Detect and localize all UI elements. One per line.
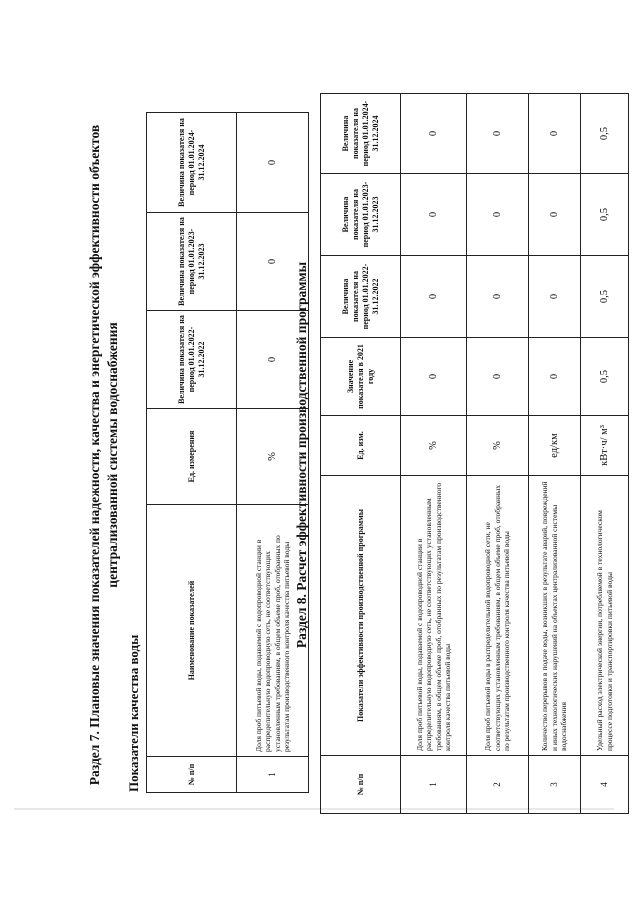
indicator-name: Доля проб питьевой воды в распределительной водопроводной сети, не соответствующих установленным требованиям, в общем объеме проб, отобранных по результатам производственного контроля качества питьевой воды [467, 476, 529, 756]
table-row [467, 94, 529, 814]
value-2022: 0 [529, 256, 581, 338]
value-2024: 0 [529, 94, 581, 174]
row-number: 4 [581, 756, 629, 814]
unit: % [401, 416, 467, 476]
unit: ед/км [529, 416, 581, 476]
value-2023: 0 [467, 174, 529, 256]
indicator-name: Доля проб питьевой воды, подаваемой с водопроводной станции в распределительную водопроводную сеть, не соответствующих установленным требованиям, в общем объеме проб, отобранных по результатам производственного контроля качества питьевой воды [401, 476, 467, 756]
value-2022: 0 [467, 256, 529, 338]
row-number: 3 [529, 756, 581, 814]
table-header-row [147, 113, 237, 793]
col-header: Показатели эффективности производственной программы [321, 476, 401, 756]
value-2022: 0,5 [581, 256, 629, 338]
col-header: Значение показателя в 2021 году [321, 338, 401, 416]
value-2021: 0 [467, 338, 529, 416]
value-2022: 0 [237, 311, 309, 409]
col-header: Ед. измерения [147, 409, 237, 505]
col-header: № п/п [147, 757, 237, 793]
indicator-name: Доля проб питьевой воды, подаваемой с водопроводной станции в распределительную водопроводную сеть, не соответствующих установленным требованиям, в общем объеме проб, отобранных по результатам производственного контроля качества питьевой воды [237, 505, 309, 757]
table-header-row [321, 94, 401, 814]
table-row [529, 94, 581, 814]
row-number: 1 [401, 756, 467, 814]
row-number: 1 [237, 757, 309, 793]
col-header: Величина показателя на период 01.01.2023-31.12.2023 [147, 213, 237, 311]
table-row [401, 94, 467, 814]
col-header: Величина показателя на период 01.01.2024-31.12.2024 [147, 113, 237, 213]
col-header: Ед. изм. [321, 416, 401, 476]
value-2023: 0 [237, 213, 309, 311]
value-2024: 0 [467, 94, 529, 174]
program-efficiency-table [320, 93, 629, 814]
row-number: 2 [467, 756, 529, 814]
value-2021: 0,5 [581, 338, 629, 416]
value-2024: 0 [237, 113, 309, 213]
table-row [581, 94, 629, 814]
unit: % [467, 416, 529, 476]
water-quality-table [146, 112, 309, 793]
col-header: Наименование показателей [147, 505, 237, 757]
value-2023: 0,5 [581, 174, 629, 256]
value-2024: 0,5 [581, 94, 629, 174]
col-header: Величина показателя на период 01.01.2023-31.12.2023 [321, 174, 401, 256]
unit: % [237, 409, 309, 505]
col-header: Величина показателя на период 01.01.2022-31.12.2022 [147, 311, 237, 409]
value-2021: 0 [529, 338, 581, 416]
value-2023: 0 [401, 174, 467, 256]
col-header: Величина показателя на период 01.01.2024-31.12.2024 [321, 94, 401, 174]
section7-title: Раздел 7. Плановые значения показателей надежности, качества и энергетической эффективности объектов централизованной системы водоснабжения [87, 124, 120, 786]
value-2023: 0 [529, 174, 581, 256]
section8-title: Раздел 8. Расчет эффективности производственной программы [294, 261, 309, 649]
unit: кВт·ч/ м³ [581, 416, 629, 476]
value-2022: 0 [401, 256, 467, 338]
indicator-name: Удельный расход электрической энергии, потребляемой в технологическом процессе подготовки и транспортировки питьевой воды [581, 476, 629, 756]
section7-subtitle: Показатели качества воды [126, 634, 141, 792]
indicator-name: Количество перерывов в подаче воды, возникших в результате аварий, повреждений и иных технологических нарушений на объектах централизованной системы водоснабжения [529, 476, 581, 756]
value-2021: 0 [401, 338, 467, 416]
col-header: Величина показателя на период 01.01.2022-31.12.2022 [321, 256, 401, 338]
value-2024: 0 [401, 94, 467, 174]
col-header: № п/п [321, 756, 401, 814]
